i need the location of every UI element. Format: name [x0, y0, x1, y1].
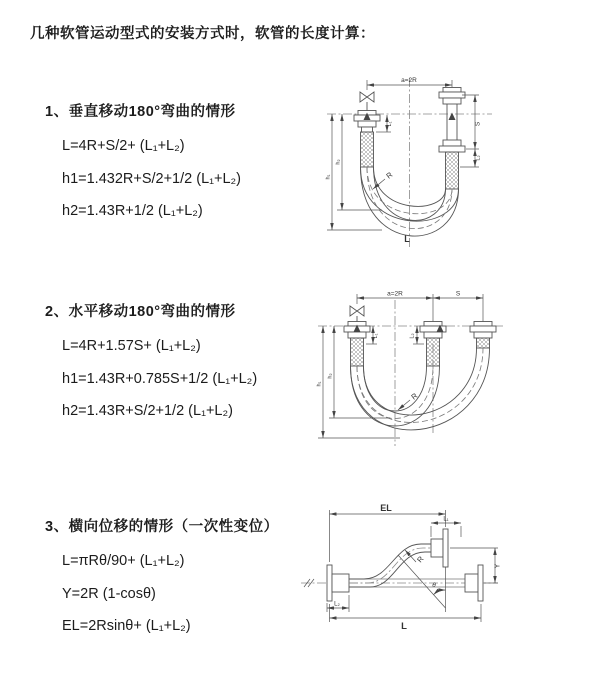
braid-section	[351, 338, 364, 366]
right-fitting	[470, 322, 496, 349]
dim-label-span: a=2R	[387, 290, 403, 298]
left-fitting	[327, 565, 349, 601]
dim-label-length: L	[401, 621, 407, 632]
section-1-heading: 1、垂直移动180°弯曲的情形	[45, 104, 236, 120]
dim-label-radius: R	[409, 391, 420, 402]
displaced-fitting	[431, 529, 448, 612]
dim-span	[357, 291, 483, 325]
dim-label-h1: h₁	[325, 174, 332, 180]
up-arrow-icon	[449, 113, 456, 121]
hose-curves	[351, 348, 490, 430]
formula-h2: h2=1.43R+S/2+1/2 (L₁+L₂)	[62, 403, 233, 419]
dim-label-end-left: L₂	[334, 601, 340, 608]
diagram-lateral-displacement	[298, 498, 600, 643]
formula-length: L=4R+1.57S+ (L₁+L₂)	[62, 338, 201, 354]
dim-h2	[336, 114, 383, 210]
braid-section	[361, 132, 374, 167]
section-3-heading: 3、横向位移的情形（一次性变位）	[45, 519, 279, 535]
radius-callout	[373, 170, 395, 189]
braid-section	[477, 338, 490, 348]
valve-icon	[350, 306, 364, 322]
dim-length	[330, 601, 482, 632]
dim-label-length: L	[404, 234, 410, 244]
dim-span	[367, 77, 452, 90]
formula-h1: h1=1.432R+S/2+1/2 (L₁+L₂)	[62, 170, 242, 187]
formula-el: EL=2Rsinθ+ (L₁+L₂)	[62, 618, 191, 634]
section-2-heading: 2、水平移动180°弯曲的情形	[45, 304, 236, 320]
dim-label-end-right: L₂	[475, 155, 482, 161]
section-lateral-displacement	[45, 515, 315, 643]
dim-label-stroke: S	[455, 290, 461, 298]
dim-label-end-left: L₁	[373, 333, 379, 339]
hose-s-curve	[349, 544, 431, 587]
formula-h2: h2=1.43R+1/2 (L₁+L₂)	[62, 203, 203, 219]
braid-section	[427, 338, 440, 366]
dim-label-end-left: L₁	[387, 121, 393, 127]
dim-label-h2: h₂	[335, 159, 342, 165]
dim-label-end-right: L₂	[409, 333, 416, 339]
dim-label-h2: h₂	[327, 373, 334, 379]
formula-length: L=4R+S/2+ (L₁+L₂)	[62, 138, 185, 154]
formula-length: L=πRθ/90+ (L₁+L₂)	[62, 553, 185, 569]
dim-label-theta: θ	[432, 582, 436, 589]
valve-icon	[360, 92, 374, 111]
dim-el	[330, 503, 449, 565]
formula-h1: h1=1.43R+0.785S+1/2 (L₁+L₂)	[62, 370, 258, 387]
dim-label-h1: h₁	[316, 381, 323, 387]
braid-section	[446, 152, 459, 189]
section-vertical-movement	[45, 100, 315, 228]
formula-y: Y=2R (1-cosθ)	[62, 585, 156, 602]
dim-stroke	[462, 95, 482, 149]
dim-label-end-top: L₁	[443, 516, 449, 523]
section-horizontal-movement	[45, 300, 315, 428]
right-fitting	[439, 88, 465, 190]
dim-label-radius: R	[384, 170, 395, 181]
dim-label-radius: R	[415, 554, 426, 565]
diagram-horizontal-180-bend	[310, 286, 600, 466]
page-title: 几种软管运动型式的安装方式时，软管的长度计算：	[30, 26, 375, 42]
dim-label-stroke: S	[474, 121, 482, 127]
dim-label-offset: Y	[494, 563, 502, 569]
diagram-vertical-180-bend	[310, 72, 600, 257]
dim-label-el: EL	[380, 503, 392, 513]
dim-stroke	[433, 291, 483, 299]
dim-label-span: a=2R	[401, 77, 417, 84]
